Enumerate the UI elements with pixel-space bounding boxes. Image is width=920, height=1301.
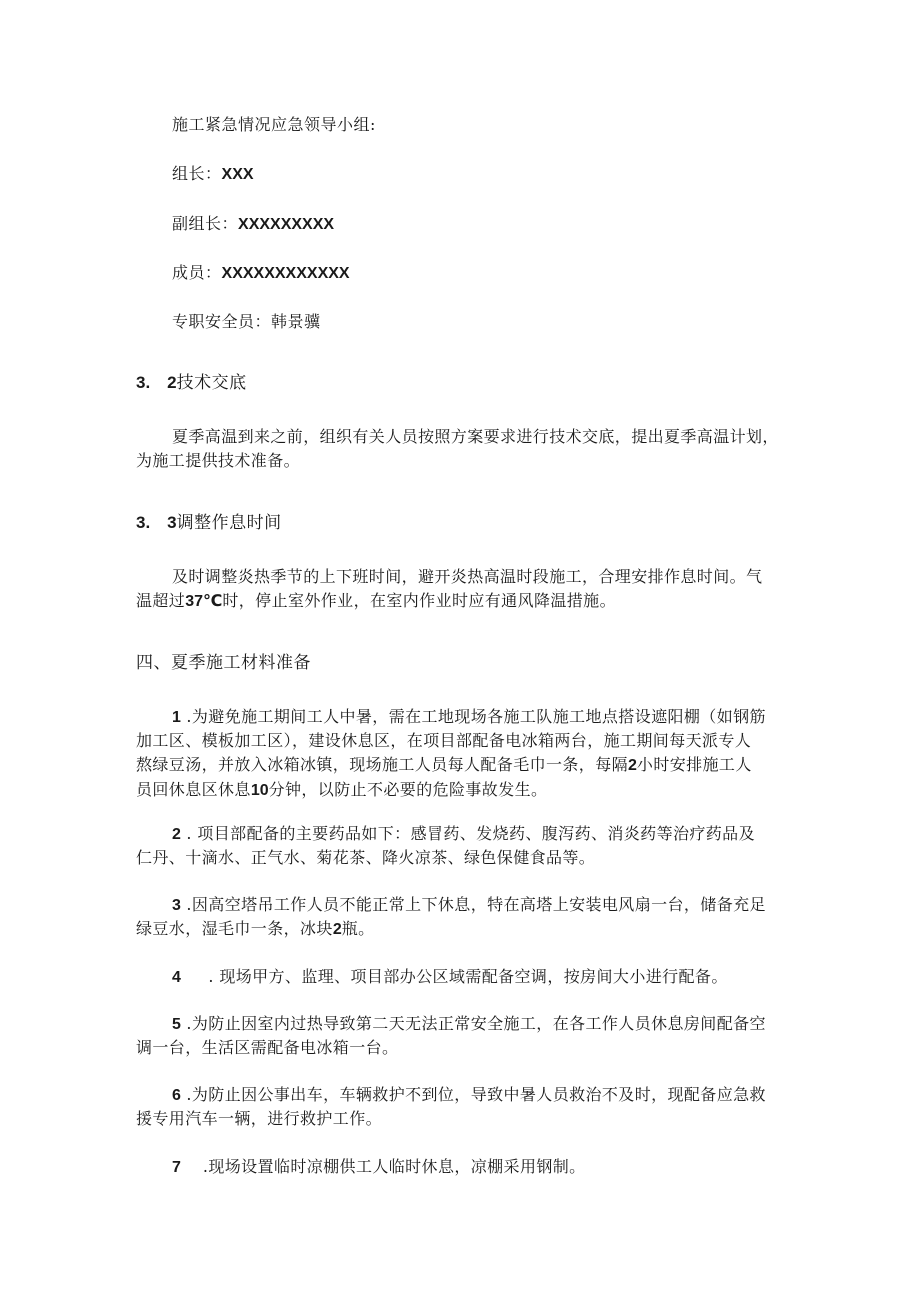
paragraph-line: .为防止因室内过热导致第二天无法正常安全施工，在各工作人员休息房间配备空	[186, 1014, 766, 1033]
paragraph-3-2-cont	[136, 449, 300, 473]
list-item-cont	[136, 846, 595, 870]
list-item	[172, 1083, 766, 1108]
paragraph-3-3	[172, 565, 762, 589]
list-item	[172, 705, 766, 730]
text-span: 熬绿豆汤，并放入冰箱冰镇，现场施工人员每人配备毛巾一条，每隔	[136, 755, 629, 774]
paragraph-line: 及时调整炎热季节的上下班时间，避开炎热高温时段施工，合理安排作息时间。气	[172, 567, 763, 586]
section-number: 3. 2	[136, 373, 177, 392]
paragraph-line	[136, 753, 752, 778]
section-title: 调整作息时间	[176, 513, 282, 533]
text-span: 温超过	[136, 591, 186, 610]
item-number: 2	[172, 826, 181, 843]
group-members	[172, 260, 350, 283]
text-span: 时，停止室外作业，在室内作业时应有通风降温措施。	[222, 591, 616, 610]
item-number: 1	[172, 709, 181, 726]
text-span: 分钟，以防止不必要的危险事故发生。	[268, 780, 548, 799]
group-leader	[172, 161, 254, 184]
list-item	[172, 965, 728, 990]
list-item-cont	[136, 1107, 382, 1131]
list-item	[172, 1155, 586, 1180]
text-span: 绿豆水，湿毛巾一条，冰块	[136, 919, 333, 938]
item-number: 5	[172, 1016, 181, 1033]
section-heading-3-2	[136, 368, 247, 393]
text-span: 瓶。	[341, 919, 375, 938]
item-number: 3	[172, 897, 181, 914]
list-item	[172, 1012, 766, 1037]
number-span: 2	[628, 757, 637, 774]
paragraph-line: 仁丹、十滴水、正气水、菊花茶、降火凉茶、绿色保健食品等。	[136, 848, 596, 867]
list-item-cont	[136, 1036, 398, 1060]
paragraph-line: . 项目部配备的主要药品如下：感冒药、发烧药、腹泻药、消炎药等治疗药品及	[186, 824, 755, 843]
paragraph-3-2	[172, 425, 779, 449]
members-label: 成员：	[172, 263, 222, 282]
group-deputy	[172, 211, 334, 234]
section-number: 3. 3	[136, 513, 177, 532]
paragraph-line: .因高空塔吊工作人员不能正常上下休息，特在高塔上安装电风扇一台，储备充足	[186, 895, 766, 914]
paragraph-line: .现场设置临时凉棚供工人临时休息，凉棚采用钢制。	[202, 1157, 586, 1176]
paragraph-line: 加工区、模板加工区），建设休息区，在项目部配备电冰箱两台，施工期间每天派专人	[136, 731, 752, 750]
number-span: 2	[332, 921, 342, 938]
paragraph-line: .为防止因公事出车，车辆救护不到位，导致中暑人员救治不及时，现配备应急救	[186, 1085, 766, 1104]
temperature-value: 37℃	[185, 593, 223, 610]
deputy-label: 副组长：	[172, 214, 239, 233]
paragraph-line: 调一台，生活区需配备电冰箱一台。	[136, 1038, 399, 1057]
members-value: XXXXXXXXXXXX	[221, 265, 350, 282]
list-item	[172, 893, 766, 918]
text-span: 员回休息区休息	[136, 780, 251, 799]
safety-officer: 专职安全员：韩景骥	[172, 312, 321, 331]
list-item-cont	[136, 917, 375, 942]
list-item	[172, 822, 755, 847]
deputy-value: XXXXXXXXX	[238, 216, 335, 233]
paragraph-line: . 现场甲方、监理、项目部办公区域需配备空调，按房间大小进行配备。	[208, 967, 728, 986]
group-title: 施工紧急情况应急领导小组:	[172, 115, 376, 134]
text-span: 小时安排施工人	[636, 755, 752, 774]
number-span: 10	[250, 782, 269, 799]
section-title: 技术交底	[176, 373, 247, 393]
paragraph-line: .为避免施工期间工人中暑，需在工地现场各施工队施工地点搭设遮阳棚（如钢筋	[186, 707, 766, 726]
item-number: 4	[172, 969, 181, 986]
leader-label: 组长：	[172, 164, 222, 183]
list-item-cont	[136, 729, 752, 803]
item-number: 6	[172, 1087, 181, 1104]
item-number: 7	[172, 1159, 181, 1176]
paragraph-line: 援专用汽车一辆，进行救护工作。	[136, 1109, 383, 1128]
paragraph-line	[136, 778, 752, 803]
section-heading-3-3	[136, 508, 282, 533]
paragraph-line: 为施工提供技术准备。	[136, 451, 301, 470]
leader-value: XXX	[221, 166, 254, 183]
paragraph-3-3-cont	[136, 589, 616, 614]
paragraph-line: 夏季高温到来之前，组织有关人员按照方案要求进行技术交底，提出夏季高温计划，	[172, 427, 779, 446]
section-heading-4: 四、夏季施工材料准备	[136, 653, 311, 673]
